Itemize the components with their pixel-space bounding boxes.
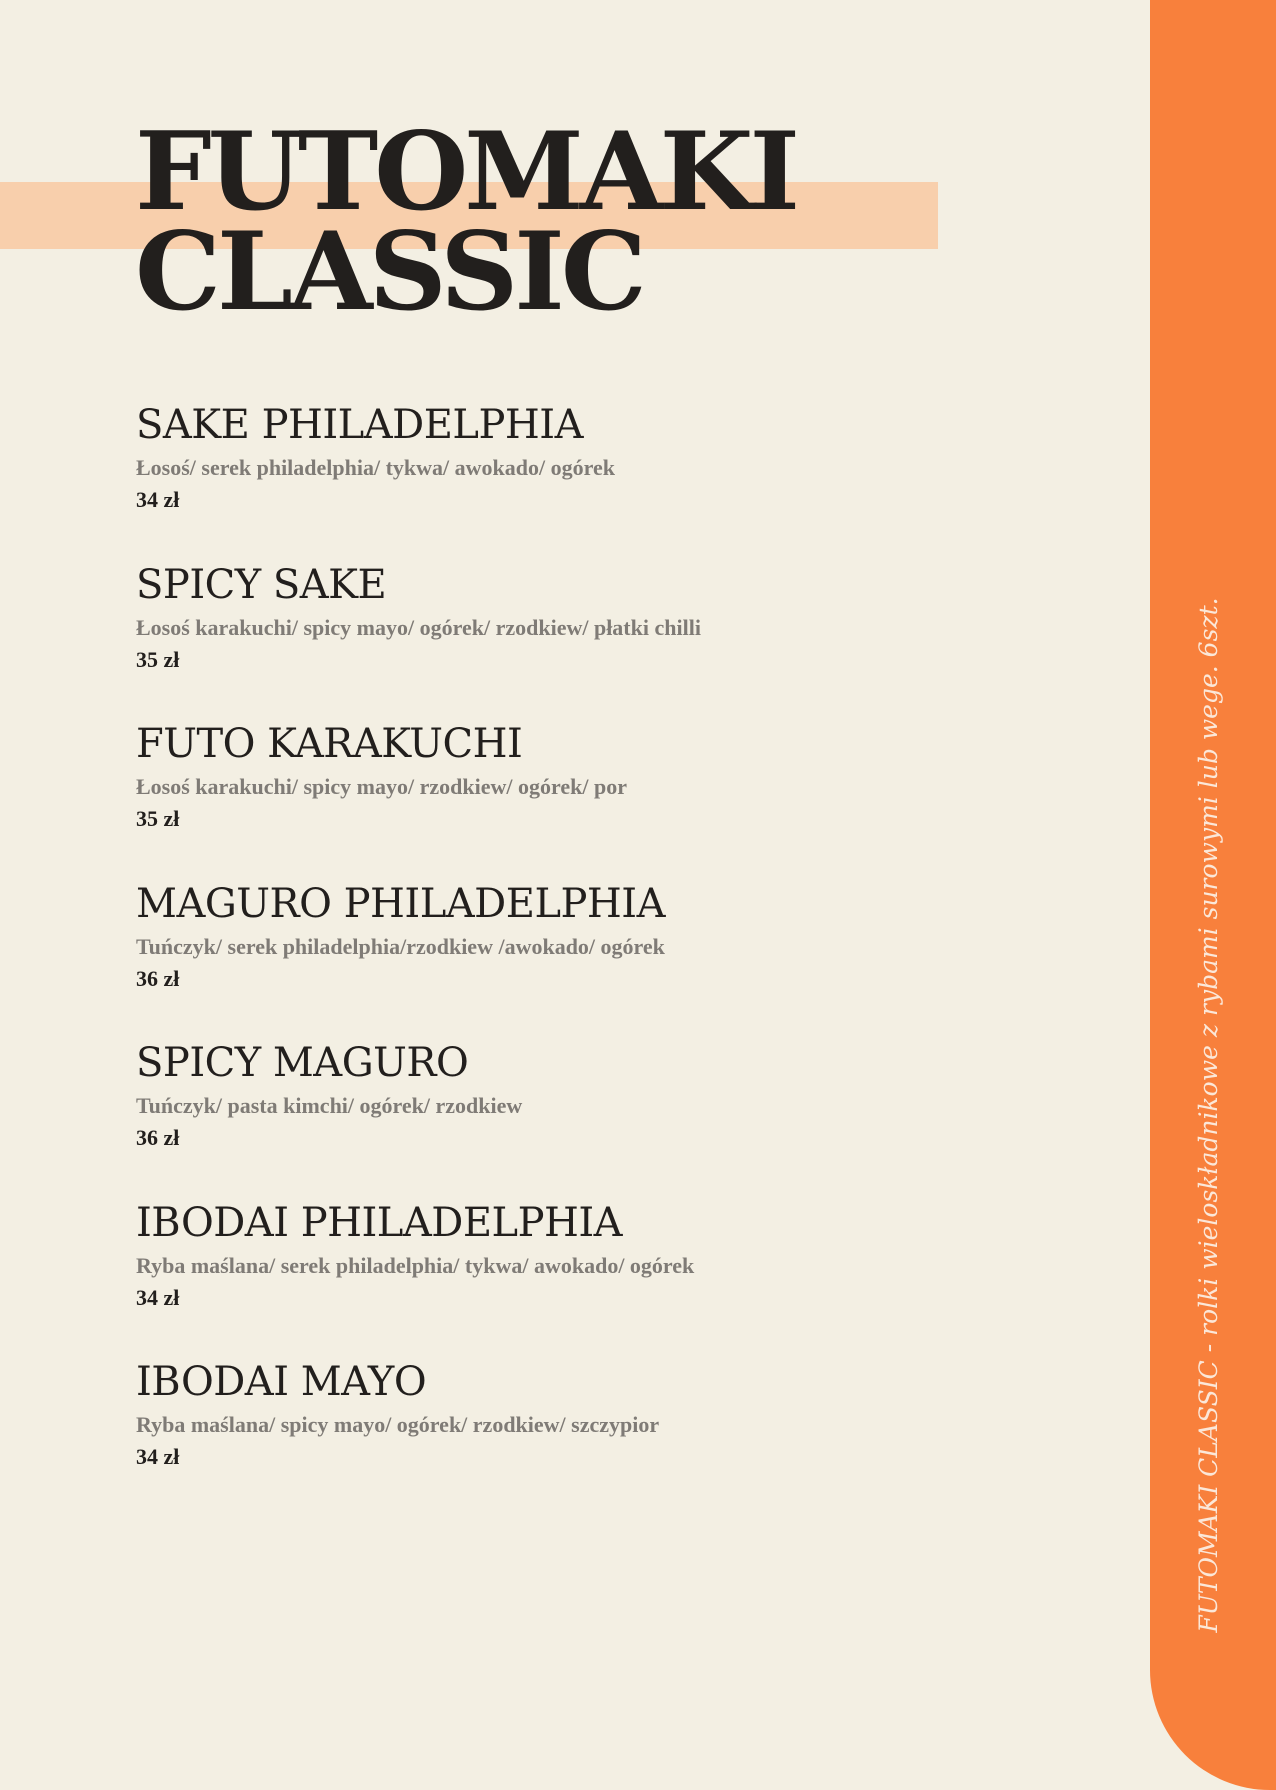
menu-item-price: 36 zł: [136, 965, 180, 991]
menu-item-price: 34 zł: [136, 1284, 180, 1310]
menu-item-name: IBODAI PHILADELPHIA: [136, 1199, 623, 1246]
menu-item-price: 34 zł: [136, 487, 180, 512]
menu-item-sake-philadelphia: [136, 397, 936, 557]
menu-item-name: SPICY SAKE: [136, 561, 387, 608]
menu-item-price: 36 zł: [136, 1125, 180, 1150]
menu-item-ibodai-philadelphia: [136, 1195, 936, 1355]
menu-item-name: SAKE PHILADELPHIA: [136, 402, 583, 448]
menu-item-maguro-philadelphia: [136, 876, 936, 1036]
menu-list: [136, 397, 936, 1514]
menu-item-spicy-maguro: [136, 1035, 936, 1195]
menu-item-ibodai-mayo: [136, 1354, 936, 1514]
menu-item-name: SPICY MAGURO: [136, 1040, 469, 1086]
side-caption: FUTOMAKI CLASSIC - rolki wieloskładnikowe z rybami surowymi lub wege. 6szt.: [1194, 597, 1223, 1633]
menu-item-description: Łosoś karakuchi/ spicy mayo/ ogórek/ rzodkiew/ płatki chilli: [136, 614, 701, 640]
page-title: [135, 109, 797, 335]
menu-item-description: Tuńczyk/ pasta kimchi/ ogórek/ rzodkiew: [136, 1093, 523, 1118]
menu-item-description: Łosoś karakuchi/ spicy mayo/ rzodkiew/ ogórek/ por: [136, 774, 627, 799]
menu-item-name: IBODAI MAYO: [136, 1359, 427, 1405]
menu-item-price: 34 zł: [136, 1444, 180, 1469]
menu-item-price: 35 zł: [136, 646, 180, 672]
menu-item-name: MAGURO PHILADELPHIA: [136, 880, 665, 927]
menu-item-price: 35 zł: [136, 806, 180, 831]
menu-item-name: FUTO KARAKUCHI: [136, 721, 523, 767]
menu-item-description: Tuńczyk/ serek philadelphia/rzodkiew /awokado/ ogórek: [136, 933, 665, 959]
menu-item-description: Łosoś/ serek philadelphia/ tykwa/ awokado/ ogórek: [136, 455, 616, 480]
menu-item-description: Ryba maślana/ spicy mayo/ ogórek/ rzodkiew/ szczypior: [136, 1412, 660, 1437]
page-title-line2: CLASSIC: [135, 209, 643, 335]
page-title-line1: FUTOMAKI: [135, 109, 797, 235]
menu-item-spicy-sake: [136, 557, 936, 717]
menu-item-description: Ryba maślana/ serek philadelphia/ tykwa/ awokado/ ogórek: [136, 1252, 695, 1278]
menu-item-futo-karakuchi: [136, 716, 936, 876]
